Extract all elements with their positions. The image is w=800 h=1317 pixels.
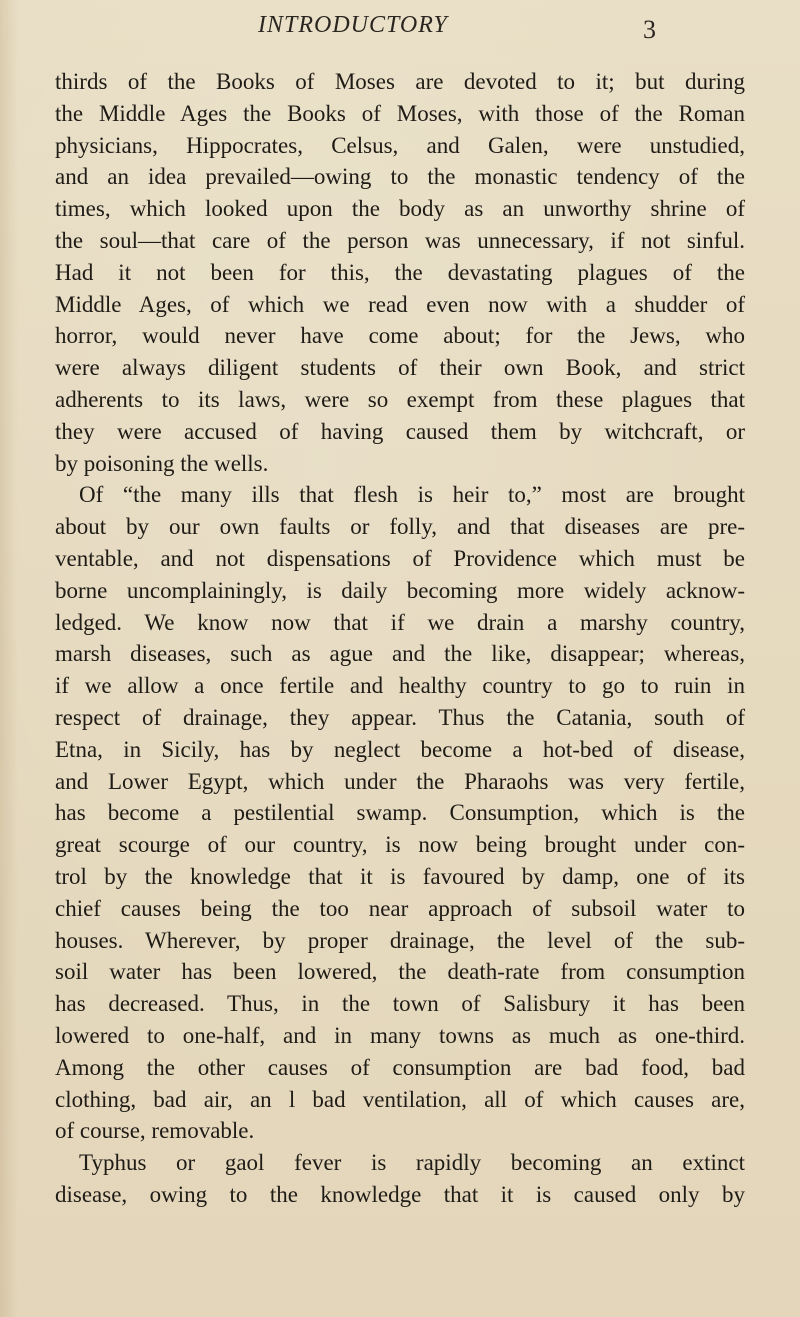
paragraph-first-line: Typhus or gaol fever is rapidly becoming an extinct bbox=[79, 1150, 745, 1176]
text-line: marsh diseases, such as ague and the like, disappear; whereas, bbox=[55, 641, 745, 667]
text-line: times, which looked upon the body as an unworthy shrine of bbox=[55, 196, 745, 222]
text-line: ledged. We know now that if we drain a marshy country, bbox=[55, 609, 745, 635]
text-line: has become a pestilential swamp. Consumption, which is the bbox=[55, 800, 745, 826]
running-title: INTRODUCTORY bbox=[258, 12, 448, 38]
text-line: great scourge of our country, is now being brought under con- bbox=[55, 832, 745, 858]
text-line: ventable, and not dispensations of Providence which must be bbox=[55, 545, 745, 571]
text-line: Etna, in Sicily, has by neglect become a hot-bed of disease, bbox=[55, 736, 745, 762]
text-line: horror, would never have come about; for the Jews, who bbox=[55, 323, 745, 349]
text-line: Had it not been for this, the devastating plagues of the bbox=[55, 259, 745, 285]
text-line: houses. Wherever, by proper drainage, the level of the sub- bbox=[55, 927, 745, 953]
body-text bbox=[55, 66, 745, 1211]
text-line: were always diligent students of their own Book, and strict bbox=[55, 355, 745, 381]
text-line: borne uncomplainingly, is daily becoming more widely acknow- bbox=[55, 577, 745, 603]
text-line: Middle Ages, of which we read even now with a shudder of bbox=[55, 291, 745, 317]
text-line: soil water has been lowered, the death-rate from consumption bbox=[55, 959, 745, 985]
text-line: the Middle Ages the Books of Moses, with those of the Roman bbox=[55, 100, 745, 126]
text-line: thirds of the Books of Moses are devoted to it; but during bbox=[55, 69, 745, 94]
text-line: and Lower Egypt, which under the Pharaohs was very fertile, bbox=[55, 768, 745, 794]
text-line: physicians, Hippocrates, Celsus, and Galen, were unstudied, bbox=[55, 132, 745, 158]
page-header bbox=[0, 10, 800, 50]
text-line: lowered to one-half, and in many towns as much as one-third. bbox=[55, 1022, 745, 1048]
paragraph-end-line: of course, removable. bbox=[55, 1118, 255, 1144]
text-line: trol by the knowledge that it is favoured by damp, one of its bbox=[55, 863, 745, 889]
text-line: they were accused of having caused them by witchcraft, or bbox=[55, 418, 745, 444]
paragraph-first-line: Of “the many ills that flesh is heir to,” most are brought bbox=[79, 482, 745, 508]
text-line: adherents to its laws, were so exempt from these plagues that bbox=[55, 386, 745, 412]
page-number: 3 bbox=[643, 15, 656, 44]
text-line: Among the other causes of consumption are bad food, bad bbox=[55, 1054, 745, 1080]
text-line: if we allow a once fertile and healthy country to go to ruin in bbox=[55, 673, 745, 699]
text-line: clothing, bad air, an l bad ventilation, all of which causes are, bbox=[55, 1086, 745, 1112]
text-line: about by our own faults or folly, and that diseases are pre- bbox=[55, 514, 745, 540]
text-line: has decreased. Thus, in the town of Salisbury it has been bbox=[55, 991, 745, 1017]
text-line: the soul—that care of the person was unnecessary, if not sinful. bbox=[55, 227, 745, 253]
text-line: respect of drainage, they appear. Thus the Catania, south of bbox=[55, 704, 745, 730]
text-line: chief causes being the too near approach of subsoil water to bbox=[55, 895, 745, 921]
paragraph-end-line: by poisoning the wells. bbox=[55, 450, 269, 476]
text-line: disease, owing to the knowledge that it is caused only by bbox=[55, 1181, 745, 1207]
text-line: and an idea prevailed—owing to the monastic tendency of the bbox=[55, 164, 745, 190]
